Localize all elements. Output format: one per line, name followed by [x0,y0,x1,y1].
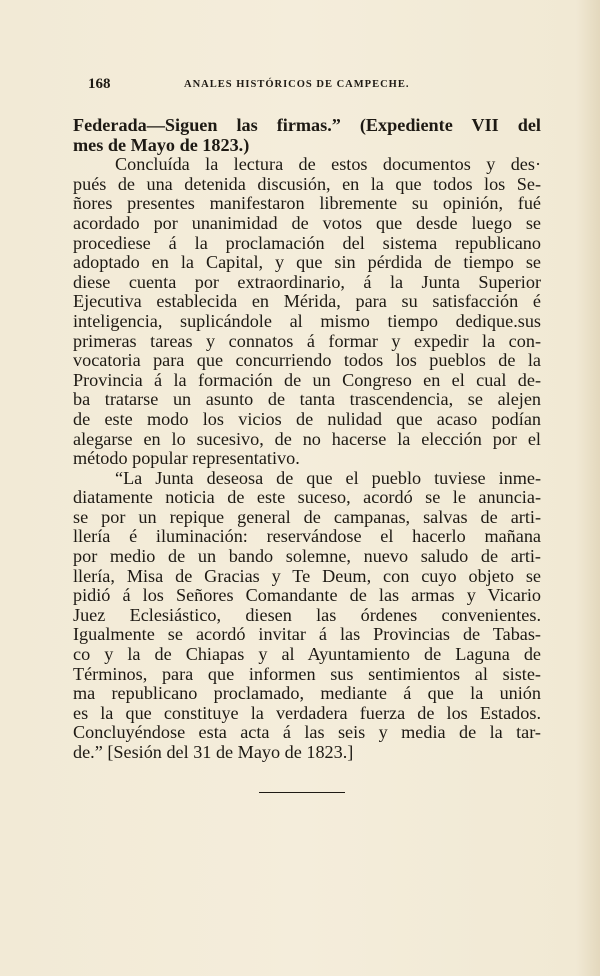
text-line: “La Junta deseosa de que el pueblo tuviese inme- [115,467,541,488]
body-text [73,116,541,763]
text-line: alegarse en lo sucesivo, de no hacerse la elección por el [73,428,541,449]
running-title: ANALES HISTÓRICOS DE CAMPECHE. [184,79,410,90]
text-line: ñores presentes manifestaron libremente su opinión, fué [73,193,541,214]
text-line: llería, Misa de Gracias y Te Deum, con cuyo objeto se [73,565,541,586]
text-line: diese cuenta por extraordinario, á la Junta Superior [73,271,541,292]
text-line: es la que constituye la verdadera fuerza de los Estados. [73,702,541,723]
text-line: ba tratarse un asunto de tanta trascendencia, se alejen [73,389,541,410]
text-line: inteligencia, suplicándole al mismo tiempo dedique.sus [73,310,541,331]
text-line: por medio de un bando solemne, nuevo saludo de arti- [73,546,541,567]
text-line: adoptado en la Capital, y que sin pérdida de tiempo se [73,252,541,273]
text-line: de.” [Sesión del 31 de Mayo de 1823.] [73,742,354,762]
text-line: pidió á los Señores Comandante de las armas y Vicario [73,585,541,606]
text-line: método popular representativo. [73,448,300,469]
text-line: primeras tareas y connatos á formar y expedir la con- [73,330,541,351]
text-line: Provincia á la formación de un Congreso en el cual de- [73,369,541,390]
text-line: Términos, para que informen sus sentimientos al siste- [73,663,541,684]
text-line: Ejecutiva establecida en Mérida, para su satisfacción é [73,291,541,312]
text-line: acordado por unanimidad de votos que desde luego se [73,212,541,233]
text-line: se por un repique general de campanas, salvas de arti- [73,506,541,527]
text-line: co y la de Chiapas y al Ayuntamiento de Laguna de [73,644,541,665]
page-number: 168 [88,76,111,92]
text-line: ma republicano proclamado, mediante á que la unión [73,683,541,704]
text-line: mes de Mayo de 1823.) [73,134,250,155]
text-line: Igualmente se acordó invitar á las Provincias de Tabas- [73,624,541,645]
text-line: pués de una detenida discusión, en la que todos los Se- [73,173,541,194]
page-header [88,76,548,96]
text-line: procediese á la proclamación del sistema republicano [73,232,541,253]
text-line: Concluyéndose esta acta á las seis y media de la tar- [73,722,541,743]
text-line: vocatoria para que concurriendo todos los pueblos de la [73,350,541,371]
text-line: llería é iluminación: reservándose el hacerlo mañana [73,526,541,547]
text-line: de este modo los vicios de nulidad que acaso podían [73,408,541,429]
text-line: Juez Eclesiástico, diesen las órdenes convenientes. [73,604,541,625]
text-line: Federada—Siguen las firmas.” (Expediente VII del [73,115,541,135]
text-line: diatamente noticia de este suceso, acordó se le anuncia- [73,487,541,508]
text-line: Concluída la lectura de estos documentos y des· [115,154,541,175]
section-divider-rule [259,792,345,793]
